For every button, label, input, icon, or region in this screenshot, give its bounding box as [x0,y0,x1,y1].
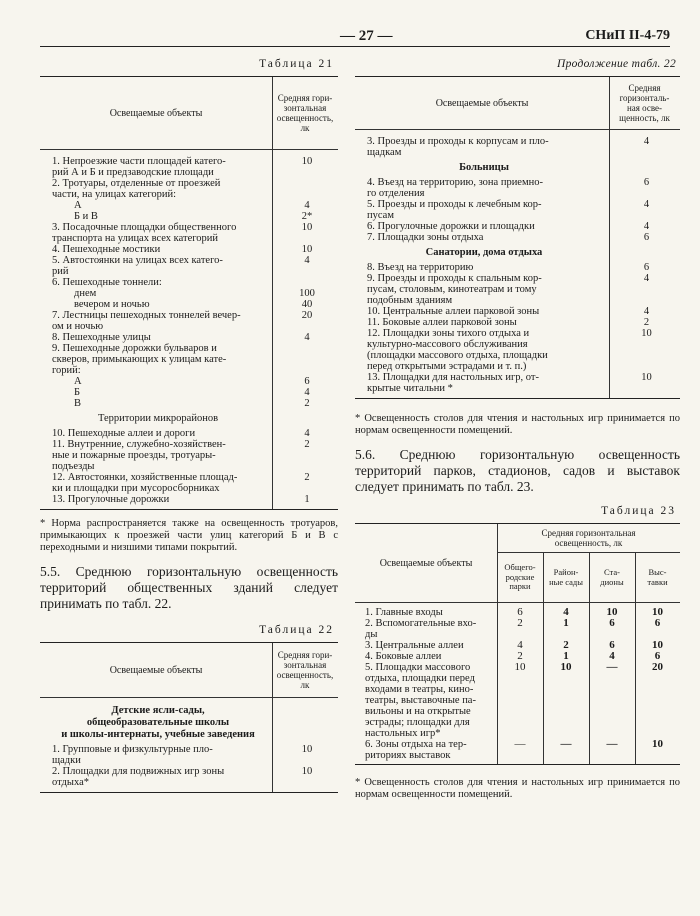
row-value: — [606,738,618,750]
row-value: 40 [301,299,313,310]
table22c-body [355,130,680,398]
row-value [276,343,338,376]
row-value: 6 [609,617,615,629]
row-value: 4 [643,136,650,147]
table-row [40,398,338,409]
row-value: 4 [517,639,523,651]
table22c-header [355,77,680,130]
table21-divider [272,77,273,509]
row-value: 6 [643,262,650,273]
row-value: 6 [609,639,615,651]
row-value: 4 [643,273,650,284]
paragraph-5-5: 5.5. Среднюю горизонтальную освещенность территорий общественных зданий следует принимать по табл. 22. [40,564,338,611]
row-object: днем [74,288,97,299]
table-row [40,156,338,178]
row-value: 2 [563,639,569,651]
table-row [40,244,338,255]
table22c-rows-3 [355,262,680,394]
row-value: 10 [641,372,652,383]
table21-col-value: Средняя гори- зонтальная освещенность, лк [276,93,334,133]
left-column [40,58,338,793]
table22 [40,642,338,793]
row-object: 8. Въезд на территорию [367,262,474,273]
table21-body [40,150,338,509]
row-object: А [74,200,82,211]
row-object: А [74,376,82,387]
table23-col-object: Освещаемые объекты [379,557,473,569]
row-value: 10 [606,606,618,618]
page-number: — 27 — [340,28,393,44]
table23 [355,523,680,765]
table-row [355,262,680,273]
row-value: 10 [301,244,313,255]
row-value: 4 [563,606,569,618]
table-row [40,178,338,200]
row-object: Б [74,387,81,398]
table21-header [40,77,338,150]
table23-subcol-exhibitions: Выс- тавки [647,567,668,587]
row-value: 2 [643,317,650,328]
table-row [40,766,338,788]
row-object: 3. Центральные аллеи [365,640,464,651]
table-row [40,343,338,376]
row-value: — [560,738,572,750]
table22c-rows-1 [355,136,680,158]
row-object: Б и В [74,211,98,222]
table-row [355,177,680,199]
table21-col-object: Освещаемые объекты [109,107,203,119]
table22-continued-caption: Продолжение табл. 22 [557,58,676,70]
table-row [355,739,680,761]
table-row [40,332,338,343]
row-value: 10 [652,639,663,651]
row-value: — [514,738,526,750]
table-row [355,317,680,328]
table-row [40,288,338,299]
row-value: 100 [299,288,315,299]
table22-caption: Таблица 22 [259,624,334,636]
table21-rows [40,156,338,409]
row-value: 20 [301,310,313,321]
row-value: 10 [641,328,652,339]
row-object: 6. Пешеходные тоннели: [52,277,162,288]
row-object: 5. Проезды и проходы к лечебным кор- пусам [367,199,542,221]
table-row [40,277,338,288]
row-object: 9. Проезды и проходы к спальным кор- пусам, столовым, кинотеатрам и тому подобным зданиям [367,273,542,306]
row-value: 6 [643,177,650,188]
row-object: 12. Автостоянки, хозяйственные площад- ки и площадки при мусоросборниках [52,472,238,494]
row-value: 10 [514,661,526,673]
row-value: 4 [304,200,310,211]
table-row [355,199,680,221]
row-object: 4. Боковые аллеи [365,651,442,662]
table22c-rows-2 [355,177,680,243]
table23-divider-3 [589,552,590,764]
row-value: 10 [652,606,663,618]
row-value: 1 [563,650,569,662]
table23-divider-2 [543,552,544,764]
row-object: 7. Площадки зоны отдыха [367,232,484,243]
table22-col-object: Освещаемые объекты [109,664,203,676]
table-row [355,328,680,372]
row-value: 4 [609,650,615,662]
header-rule [40,46,670,47]
table22c-footnote: * Освещенность столов для чтения и настольных игр принимается по нормам освещенности помещений. [355,413,680,436]
table-row [40,439,338,472]
row-value: 10 [301,744,313,755]
row-value: 10 [652,738,663,750]
row-value: 1 [563,617,569,629]
table23-header [355,524,680,603]
row-value: 10 [560,661,572,673]
row-object: В [74,398,82,409]
table-row [40,472,338,494]
document-code: СНиП II-4-79 [585,28,670,43]
table-row [40,200,338,211]
row-object: 3. Проезды и проходы к корпусам и пло- щадкам [367,136,549,158]
row-value: 4 [643,221,650,232]
row-object: 5. Площадки массового отдыха, площадки перед входами в театры, кино- театры, выставочные па- вильоны и на открытые эстрады; площадки для настольных игр* [365,662,476,739]
row-object: 6. Прогулочные дорожки и площадки [367,221,535,232]
row-value: 2 [304,398,310,409]
table-row [40,211,338,222]
row-value: 4 [643,306,650,317]
row-object: 9. Пешеходные дорожки бульваров и скверов, примыкающих к улицам кате- горий: [52,343,227,376]
row-object: 7. Лестницы пешеходных тоннелей вечер- ом и ночью [52,310,241,332]
row-object: 1. Групповые и физкультурные пло- щадки [52,744,213,766]
table23-subcol-city-parks: Общего- родские парки [504,562,536,592]
row-object: 12. Площадки зоны тихого отдыха и культурно-массового обслуживания (площадки массового отдыха, площадки перед открытыми эстрадами и т. п.) [367,328,548,372]
table21-section: Территории микрорайонов [97,413,219,424]
table23-group-title: Средняя горизонтальная освещенность, лк [497,524,680,553]
row-value: 2 [517,617,523,629]
row-value [276,277,338,288]
row-value: 4 [304,387,310,398]
row-object: 1. Непроезжие части площадей катего- рий А и Б и предзаводские площади [52,156,226,178]
table-row [40,222,338,244]
table22c-col-value: Средняя горизонталь- ная осве- щенность, лк [619,83,670,123]
row-value: 4 [304,332,310,343]
table-row [40,428,338,439]
row-object: 1. Главные входы [365,607,443,618]
row-value: 6 [517,606,523,618]
table-row [355,232,680,243]
row-object: 10. Центральные аллеи парковой зоны [367,306,540,317]
table-row [355,221,680,232]
table-row [355,136,680,158]
table22c-col-object: Освещаемые объекты [435,97,529,109]
row-object: 13. Прогулочные дорожки [52,494,170,505]
table21 [40,76,338,510]
row-object: 2. Вспомогательные вхо- ды [365,618,477,640]
row-object: вечером и ночью [74,299,150,310]
table21-rows-2 [40,428,338,505]
row-value: 2 [517,650,523,662]
table22-body [40,698,338,792]
row-value: 6 [654,650,661,662]
table22c-divider [609,77,610,398]
row-object: 11. Боковые аллеи парковой зоны [367,317,517,328]
table22-section: Детские ясли-сады, общеобразовательные школы и школы-интернаты, учебные заведения [61,705,255,740]
table23-subcol-district-gardens: Район- ные сады [549,567,583,587]
table-row [40,744,338,766]
row-value: 10 [301,156,313,167]
table-row [355,372,680,394]
table21-footnote: * Норма распространяется также на освещенность тротуаров, примыкающих к проезжей части улиц категорий Б и В с переходными и низшими типами покрытий. [40,518,338,553]
row-object: 2. Тротуары, отделенные от проезжей части, на улицах категорий: [52,178,221,200]
row-value: 2 [304,472,310,483]
row-object: 10. Пешеходные аллеи и дороги [52,428,196,439]
row-object: 2. Площадки для подвижных игр зоны отдыха* [52,766,225,788]
table23-divider-4 [635,552,636,764]
table21-caption: Таблица 21 [259,58,334,70]
row-value: 4 [304,255,310,266]
row-object: 3. Посадочные площадки общественного транспорта на улицах всех категорий [52,222,237,244]
right-column [355,58,680,801]
table-row [355,306,680,317]
row-value: 1 [304,494,310,505]
table-row [40,494,338,505]
table-row [40,310,338,332]
table22c-section-hospitals: Больницы [459,162,509,173]
table-row [355,662,680,739]
row-value: 10 [301,766,313,777]
table23-footnote: * Освещенность столов для чтения и настольных игр принимается по нормам освещенности помещений. [355,777,680,800]
table23-subcol-stadiums: Ста- дионы [600,567,624,587]
table23-body [355,603,680,764]
table-row [40,255,338,277]
row-value: 6 [643,232,650,243]
table-row [40,376,338,387]
table-row [40,387,338,398]
table22-continued [355,76,680,399]
table-row [40,299,338,310]
table22-rows [40,744,338,788]
table22c-section-sanatoriums: Санатории, дома отдыха [425,247,543,258]
table22-col-value: Средняя гори- зонтальная освещенность, лк [276,650,334,690]
table23-caption: Таблица 23 [601,505,676,517]
row-value: 4 [304,428,310,439]
row-value: 6 [654,617,661,629]
table-row [355,273,680,306]
row-value: 6 [304,376,310,387]
row-value: 20 [652,661,663,673]
table23-divider-1 [497,524,498,764]
row-value: — [606,661,618,673]
row-object: 6. Зоны отдыха на тер- риториях выставок [365,739,467,761]
row-value: 2 [304,439,310,450]
page-header [40,20,670,44]
table22-divider [272,643,273,792]
row-object: 5. Автостоянки на улицах всех катего- рий [52,255,223,277]
row-value [276,178,338,200]
row-value: 4 [643,199,650,210]
row-object: 8. Пешеходные улицы [52,332,151,343]
row-value: 2* [301,211,313,222]
row-object: 11. Внутренние, служебно-хозяйствен- ные и пожарные проезды, тротуары- подъезды [52,439,226,472]
row-object: 4. Пешеходные мостики [52,244,161,255]
row-object: 4. Въезд на территорию, зона приемно- го отделения [367,177,543,199]
row-value: 10 [301,222,313,233]
row-object: 13. Площадки для настольных игр, от- крытые читальни * [367,372,539,394]
table-row [355,618,680,640]
table22-header [40,643,338,698]
paragraph-5-6: 5.6. Среднюю горизонтальную освещенность территорий парков, стадионов, садов и выставок следует принимать по табл. 23. [355,447,680,494]
